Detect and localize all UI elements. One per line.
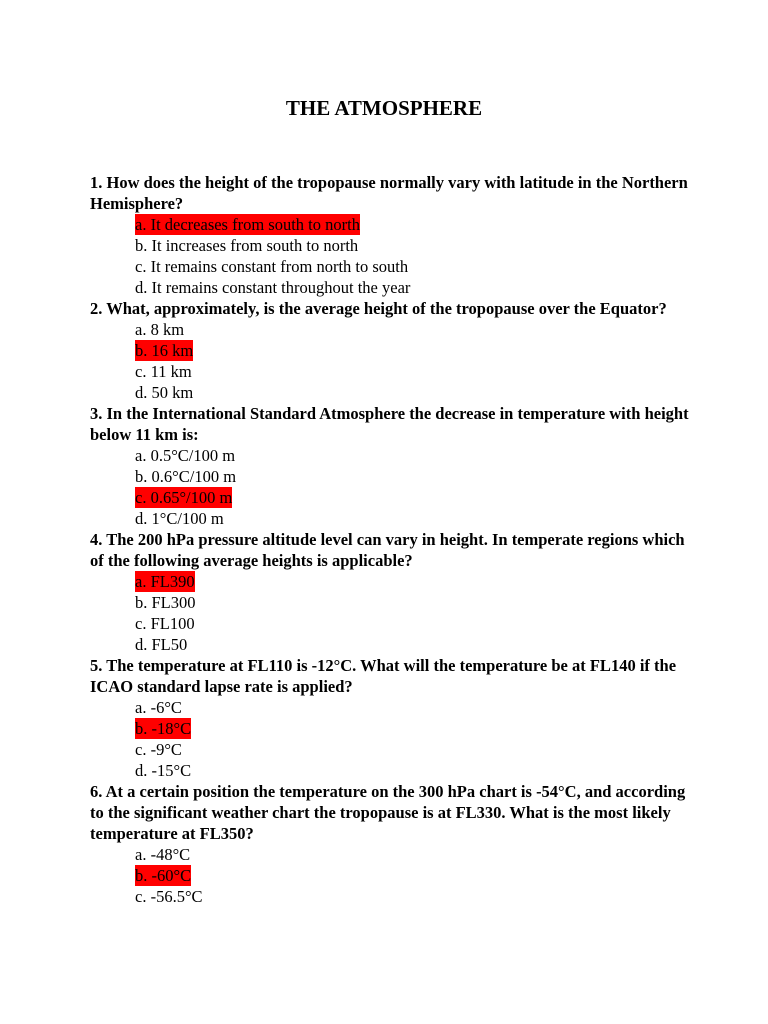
option-correct (135, 718, 690, 739)
question-5 (90, 655, 690, 781)
option-text: d. 50 km (135, 383, 194, 402)
option (135, 739, 690, 760)
option-correct (135, 571, 690, 592)
option-text: a. -6°C (135, 698, 182, 717)
option-text: c. It remains constant from north to south (135, 257, 409, 276)
option-correct (135, 865, 690, 886)
option (135, 361, 690, 382)
page-title: THE ATMOSPHERE (285, 96, 483, 120)
option-text: a. 8 km (135, 320, 185, 339)
option (135, 697, 690, 718)
question-6 (90, 781, 690, 907)
question-text: 1. How does the height of the tropopause normally vary with latitude in the Northern Hemisphere? (90, 173, 688, 213)
question-list (90, 172, 690, 907)
option (135, 760, 690, 781)
option-text: a. 0.5°C/100 m (135, 446, 236, 465)
option-text: a. -48°C (135, 845, 191, 864)
question-1 (90, 172, 690, 298)
option-text: a. FL390 (135, 572, 195, 591)
option (135, 445, 690, 466)
option-text: b. FL300 (135, 593, 196, 612)
option (135, 634, 690, 655)
option-correct (135, 487, 690, 508)
question-text: 4. The 200 hPa pressure altitude level can vary in height. In temperate regions which of the following average heights is applicable? (90, 530, 685, 570)
question-2 (90, 298, 690, 403)
question-text: 6. At a certain position the temperature on the 300 hPa chart is -54°C, and according to the significant weather chart the tropopause is at FL330. What is the most likely temperature at FL350? (90, 782, 686, 843)
option-text: c. -56.5°C (135, 887, 203, 906)
option-text: b. It increases from south to north (135, 236, 359, 255)
option (135, 508, 690, 529)
option (135, 886, 690, 907)
option-text: d. FL50 (135, 635, 188, 654)
option-text: d. -15°C (135, 761, 192, 780)
question-text: 3. In the International Standard Atmosphere the decrease in temperature with height below 11 km is: (90, 404, 689, 444)
option-list (90, 571, 690, 655)
question-3 (90, 403, 690, 529)
option (135, 613, 690, 634)
option (135, 844, 690, 865)
question-text: 5. The temperature at FL110 is -12°C. What will the temperature be at FL140 if the ICAO standard lapse rate is applied? (90, 656, 677, 696)
option-text: b. -18°C (135, 719, 192, 738)
option-list (90, 697, 690, 781)
option (135, 382, 690, 403)
option-text: c. -9°C (135, 740, 182, 759)
option-text: b. 0.6°C/100 m (135, 467, 237, 486)
option-correct (135, 340, 690, 361)
option-list (90, 445, 690, 529)
option-list (90, 844, 690, 907)
option (135, 256, 690, 277)
option-text: c. FL100 (135, 614, 195, 633)
option-text: b. -60°C (135, 866, 192, 885)
question-text: 2. What, approximately, is the average height of the tropopause over the Equator? (90, 299, 667, 318)
option-text: d. 1°C/100 m (135, 509, 224, 528)
option (135, 277, 690, 298)
option (135, 592, 690, 613)
option (135, 466, 690, 487)
option-text: c. 0.65°/100 m (135, 488, 233, 507)
option-text: a. It decreases from south to north (135, 215, 360, 234)
option-text: b. 16 km (135, 341, 194, 360)
option (135, 235, 690, 256)
option-correct (135, 214, 690, 235)
option (135, 319, 690, 340)
option-list (90, 214, 690, 298)
option-text: d. It remains constant throughout the year (135, 278, 411, 297)
question-4 (90, 529, 690, 655)
option-list (90, 319, 690, 403)
option-text: c. 11 km (135, 362, 192, 381)
